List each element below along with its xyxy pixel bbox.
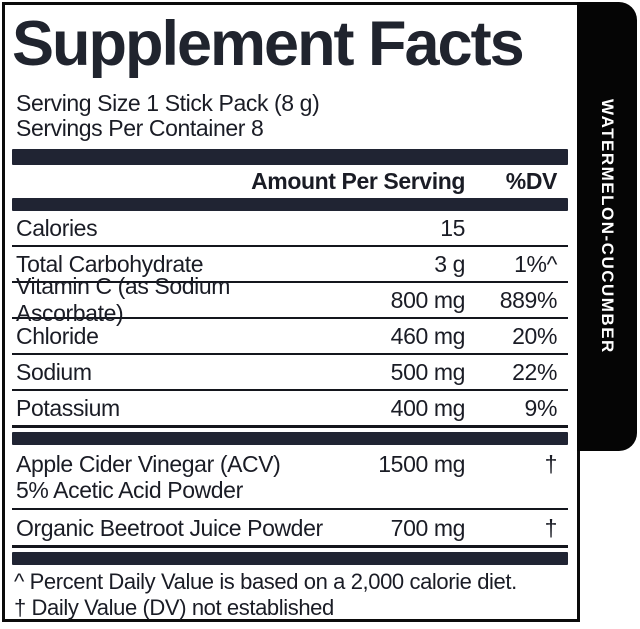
nutrient-dv: 22% (512, 358, 557, 385)
flavor-side-banner (577, 2, 637, 451)
serving-size: Serving Size 1 Stick Pack (8 g) (16, 90, 320, 116)
nutrient-amount: 15 (440, 214, 465, 241)
footnote-dagger: † Daily Value (DV) not established (14, 595, 334, 620)
nutrient-name: Potassium (16, 394, 120, 421)
ingredient-name (12, 451, 325, 503)
table-header-row (12, 165, 568, 198)
nutrient-name: Chloride (16, 322, 99, 349)
amount-per-serving-header: Amount Per Serving (251, 168, 465, 194)
nutrient-dv: 9% (524, 394, 557, 421)
divider-bar-medium (12, 432, 568, 445)
ingredient-name (12, 515, 325, 541)
table-row (12, 355, 568, 391)
nutrient-amount: 460 mg (390, 322, 465, 349)
ingredient-amount: 1500 mg (378, 451, 465, 477)
ingredient-dv: † (544, 515, 557, 541)
nutrient-name: Sodium (16, 358, 92, 385)
nutrient-amount: 400 mg (390, 394, 465, 421)
divider-bar-medium (12, 552, 568, 565)
supplement-facts-panel (2, 2, 580, 622)
nutrient-amount: 500 mg (390, 358, 465, 385)
ingredient-name-line1: Organic Beetroot Juice Powder (16, 515, 323, 541)
table-row (12, 445, 568, 510)
nutrient-dv: 889% (499, 286, 557, 313)
table-row (12, 319, 568, 355)
divider-bar-medium (12, 198, 568, 211)
nutrient-amount: 800 mg (390, 286, 465, 313)
nutrient-amount: 3 g (434, 250, 465, 277)
nutrient-name: Total Carbohydrate (16, 250, 204, 277)
dv-header: %DV (505, 168, 557, 194)
ingredient-amount: 700 mg (390, 515, 465, 541)
ingredient-dv: † (544, 451, 557, 477)
table-row (12, 510, 568, 548)
footnote-percent-dv: ^ Percent Daily Value is based on a 2,000 calorie diet. (14, 569, 517, 594)
nutrient-name: Vitamin C (as Sodium Ascorbate) (16, 273, 230, 326)
ingredient-name-line2: 5% Acetic Acid Powder (16, 477, 243, 503)
servings-per-container: Servings Per Container 8 (16, 115, 264, 141)
panel-title: Supplement Facts (12, 9, 523, 79)
ingredient-name-line1: Apple Cider Vinegar (ACV) (16, 451, 281, 477)
divider-bar-thick (12, 149, 568, 165)
footnotes (12, 569, 568, 621)
nutrient-dv: 20% (512, 322, 557, 349)
table-row (12, 391, 568, 428)
nutrient-dv: 1%^ (514, 250, 557, 277)
table-row (12, 211, 568, 247)
table-row (12, 273, 568, 326)
flavor-name: WATERMELON-CUCUMBER (598, 99, 617, 354)
nutrient-name: Calories (16, 214, 98, 241)
